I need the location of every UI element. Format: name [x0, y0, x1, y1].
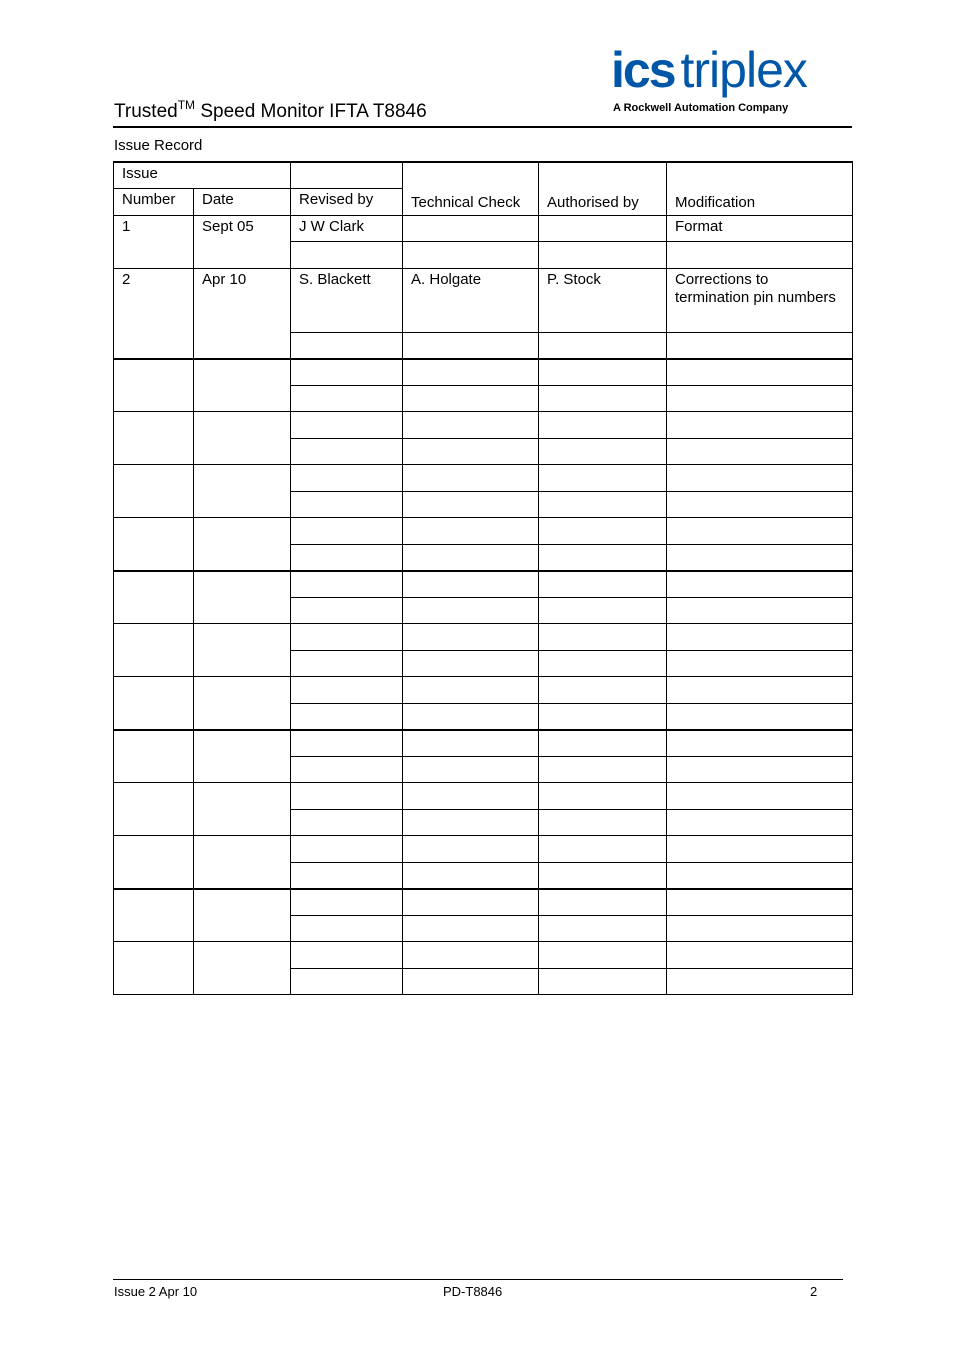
issue-modification: Format: [667, 215, 853, 242]
blank-cell: [114, 783, 194, 836]
blank-cell: [403, 756, 539, 783]
blank-cell: [403, 836, 539, 863]
blank-cell: [194, 677, 291, 730]
logo-tagline: A Rockwell Automation Company: [613, 102, 789, 114]
issue-number: 1: [114, 215, 194, 268]
blank-cell: [114, 518, 194, 571]
blank-cell: [667, 624, 853, 651]
blank-cell: [194, 359, 291, 412]
blank-cell: [539, 518, 667, 545]
col-header-authorised-by: Authorised by: [539, 162, 667, 215]
blank-cell: [403, 438, 539, 465]
blank-cell: [291, 703, 403, 730]
blank-cell: [291, 438, 403, 465]
blank-cell: [667, 677, 853, 704]
blank-cell: [194, 571, 291, 624]
col-header-revised-by: Revised by: [291, 189, 403, 216]
blank-cell: [291, 836, 403, 863]
blank-cell: [403, 650, 539, 677]
blank-cell: [667, 889, 853, 916]
blank-issue-row: [114, 783, 853, 810]
blank-cell: [291, 889, 403, 916]
blank-cell: [291, 491, 403, 518]
blank-cell: [291, 862, 403, 889]
blank-cell: [291, 359, 403, 386]
blank-cell: [291, 968, 403, 995]
blank-cell: [403, 385, 539, 412]
issue-row: [114, 215, 853, 242]
blank-cell: [194, 518, 291, 571]
blank-cell: [539, 783, 667, 810]
blank-issue-row: [114, 412, 853, 439]
blank-cell: [667, 518, 853, 545]
blank-cell: [291, 730, 403, 757]
col-header-modification: Modification: [667, 162, 853, 215]
logo-triplex: triplex: [680, 42, 807, 98]
blank-cell: [291, 783, 403, 810]
blank-cell: [114, 412, 194, 465]
blank-cell: [667, 968, 853, 995]
blank-cell: [291, 571, 403, 598]
blank-cell: [194, 942, 291, 995]
blank-issue-row: [114, 518, 853, 545]
blank-cell: [539, 730, 667, 757]
blank-cell: [403, 889, 539, 916]
issue-authorised-by: [539, 215, 667, 242]
blank-cell: [194, 836, 291, 889]
blank-cell: [539, 385, 667, 412]
blank-issue-row: [114, 889, 853, 916]
blank-cell: [403, 809, 539, 836]
footer-rule: [113, 1279, 843, 1280]
issue-technical-check: A. Holgate: [403, 268, 539, 332]
blank-cell: [539, 465, 667, 492]
blank-cell: [539, 677, 667, 704]
blank-cell: [403, 968, 539, 995]
blank-cell: [194, 624, 291, 677]
blank-cell: [667, 730, 853, 757]
blank-cell: [291, 942, 403, 969]
blank-cell: [403, 862, 539, 889]
blank-cell: [403, 412, 539, 439]
blank-cell: [114, 730, 194, 783]
issue-technical-check: [403, 215, 539, 242]
blank-cell: [539, 624, 667, 651]
blank-issue-row: [114, 465, 853, 492]
blank-cell: [667, 942, 853, 969]
blank-cell: [291, 518, 403, 545]
issue-date: Apr 10: [194, 268, 291, 359]
header-rule: [113, 126, 852, 128]
blank-cell: [667, 650, 853, 677]
blank-cell: [539, 597, 667, 624]
issue-number: 2: [114, 268, 194, 359]
blank-cell: [194, 412, 291, 465]
blank-cell: [114, 465, 194, 518]
blank-cell: [667, 465, 853, 492]
blank-cell: [539, 915, 667, 942]
issue-record-table: [113, 161, 853, 995]
blank-cell: [539, 544, 667, 571]
col-header-technical-check: Technical Check: [403, 162, 539, 215]
blank-cell: [403, 597, 539, 624]
issue-date: Sept 05: [194, 215, 291, 268]
col-header-date: Date: [194, 189, 291, 216]
blank-cell: [539, 650, 667, 677]
blank-cell: [114, 942, 194, 995]
issue-authorised-by: P. Stock: [539, 268, 667, 332]
blank-issue-row: [114, 836, 853, 863]
blank-issue-row: [114, 677, 853, 704]
blank-cell: [667, 836, 853, 863]
blank-cell: [403, 677, 539, 704]
blank-cell: [539, 889, 667, 916]
header-row-1: [114, 162, 853, 189]
blank-cell: [194, 465, 291, 518]
blank-cell: [403, 783, 539, 810]
blank-cell: [291, 412, 403, 439]
blank-cell: [667, 544, 853, 571]
ics-triplex-logo: [611, 40, 845, 120]
blank-cell: [114, 571, 194, 624]
issue-revised-by: J W Clark: [291, 215, 403, 242]
blank-cell: [194, 730, 291, 783]
document-title: Trusted™ Speed Monitor IFTA T8846: [114, 98, 427, 122]
blank-cell: [667, 359, 853, 386]
blank-cell: [667, 915, 853, 942]
footer-doc-id: PD-T8846: [443, 1284, 503, 1299]
blank-cell: [539, 836, 667, 863]
blank-cell: [403, 624, 539, 651]
blank-cell: [403, 491, 539, 518]
issue-group-header: Issue: [114, 162, 291, 189]
blank-cell: [667, 783, 853, 810]
blank-cell: [539, 703, 667, 730]
section-title: Issue Record: [114, 137, 203, 154]
blank-cell: [539, 809, 667, 836]
blank-cell: [539, 862, 667, 889]
blank-cell: [667, 597, 853, 624]
blank-cell: [403, 703, 539, 730]
blank-cell: [403, 730, 539, 757]
blank-cell: [667, 809, 853, 836]
blank-cell: [403, 915, 539, 942]
blank-cell: [539, 359, 667, 386]
blank-cell: [667, 385, 853, 412]
blank-cell: [194, 889, 291, 942]
issue-revised-by: S. Blackett: [291, 268, 403, 332]
blank-cell: [539, 942, 667, 969]
header-empty-cell: [291, 162, 403, 189]
blank-cell: [403, 518, 539, 545]
blank-cell: [291, 677, 403, 704]
issue-modification: Corrections to termination pin numbers: [667, 268, 853, 332]
blank-issue-row: [114, 359, 853, 386]
blank-cell: [539, 412, 667, 439]
blank-cell: [114, 677, 194, 730]
blank-cell: [291, 544, 403, 571]
blank-cell: [291, 809, 403, 836]
footer-issue: Issue 2 Apr 10: [114, 1284, 198, 1299]
blank-cell: [539, 756, 667, 783]
blank-cell: [539, 968, 667, 995]
blank-cell: [403, 942, 539, 969]
col-header-number: Number: [114, 189, 194, 216]
blank-cell: [539, 571, 667, 598]
blank-cell: [403, 465, 539, 492]
logo-ics: ics: [611, 42, 675, 98]
blank-cell: [667, 703, 853, 730]
blank-cell: [291, 756, 403, 783]
blank-cell: [291, 650, 403, 677]
blank-cell: [403, 571, 539, 598]
blank-cell: [667, 756, 853, 783]
blank-cell: [403, 359, 539, 386]
blank-cell: [539, 438, 667, 465]
blank-cell: [291, 624, 403, 651]
blank-cell: [114, 624, 194, 677]
footer-page-number: 2: [810, 1284, 818, 1299]
blank-issue-row: [114, 730, 853, 757]
blank-cell: [667, 412, 853, 439]
blank-cell: [114, 836, 194, 889]
blank-cell: [291, 465, 403, 492]
blank-issue-row: [114, 942, 853, 969]
blank-cell: [114, 889, 194, 942]
blank-issue-row: [114, 624, 853, 651]
blank-cell: [667, 571, 853, 598]
blank-cell: [114, 359, 194, 412]
blank-cell: [667, 491, 853, 518]
blank-cell: [194, 783, 291, 836]
blank-cell: [291, 385, 403, 412]
blank-cell: [291, 915, 403, 942]
blank-cell: [403, 544, 539, 571]
blank-cell: [539, 491, 667, 518]
blank-issue-row: [114, 571, 853, 598]
issue-row: [114, 268, 853, 332]
blank-cell: [291, 597, 403, 624]
blank-cell: [667, 438, 853, 465]
blank-cell: [667, 862, 853, 889]
